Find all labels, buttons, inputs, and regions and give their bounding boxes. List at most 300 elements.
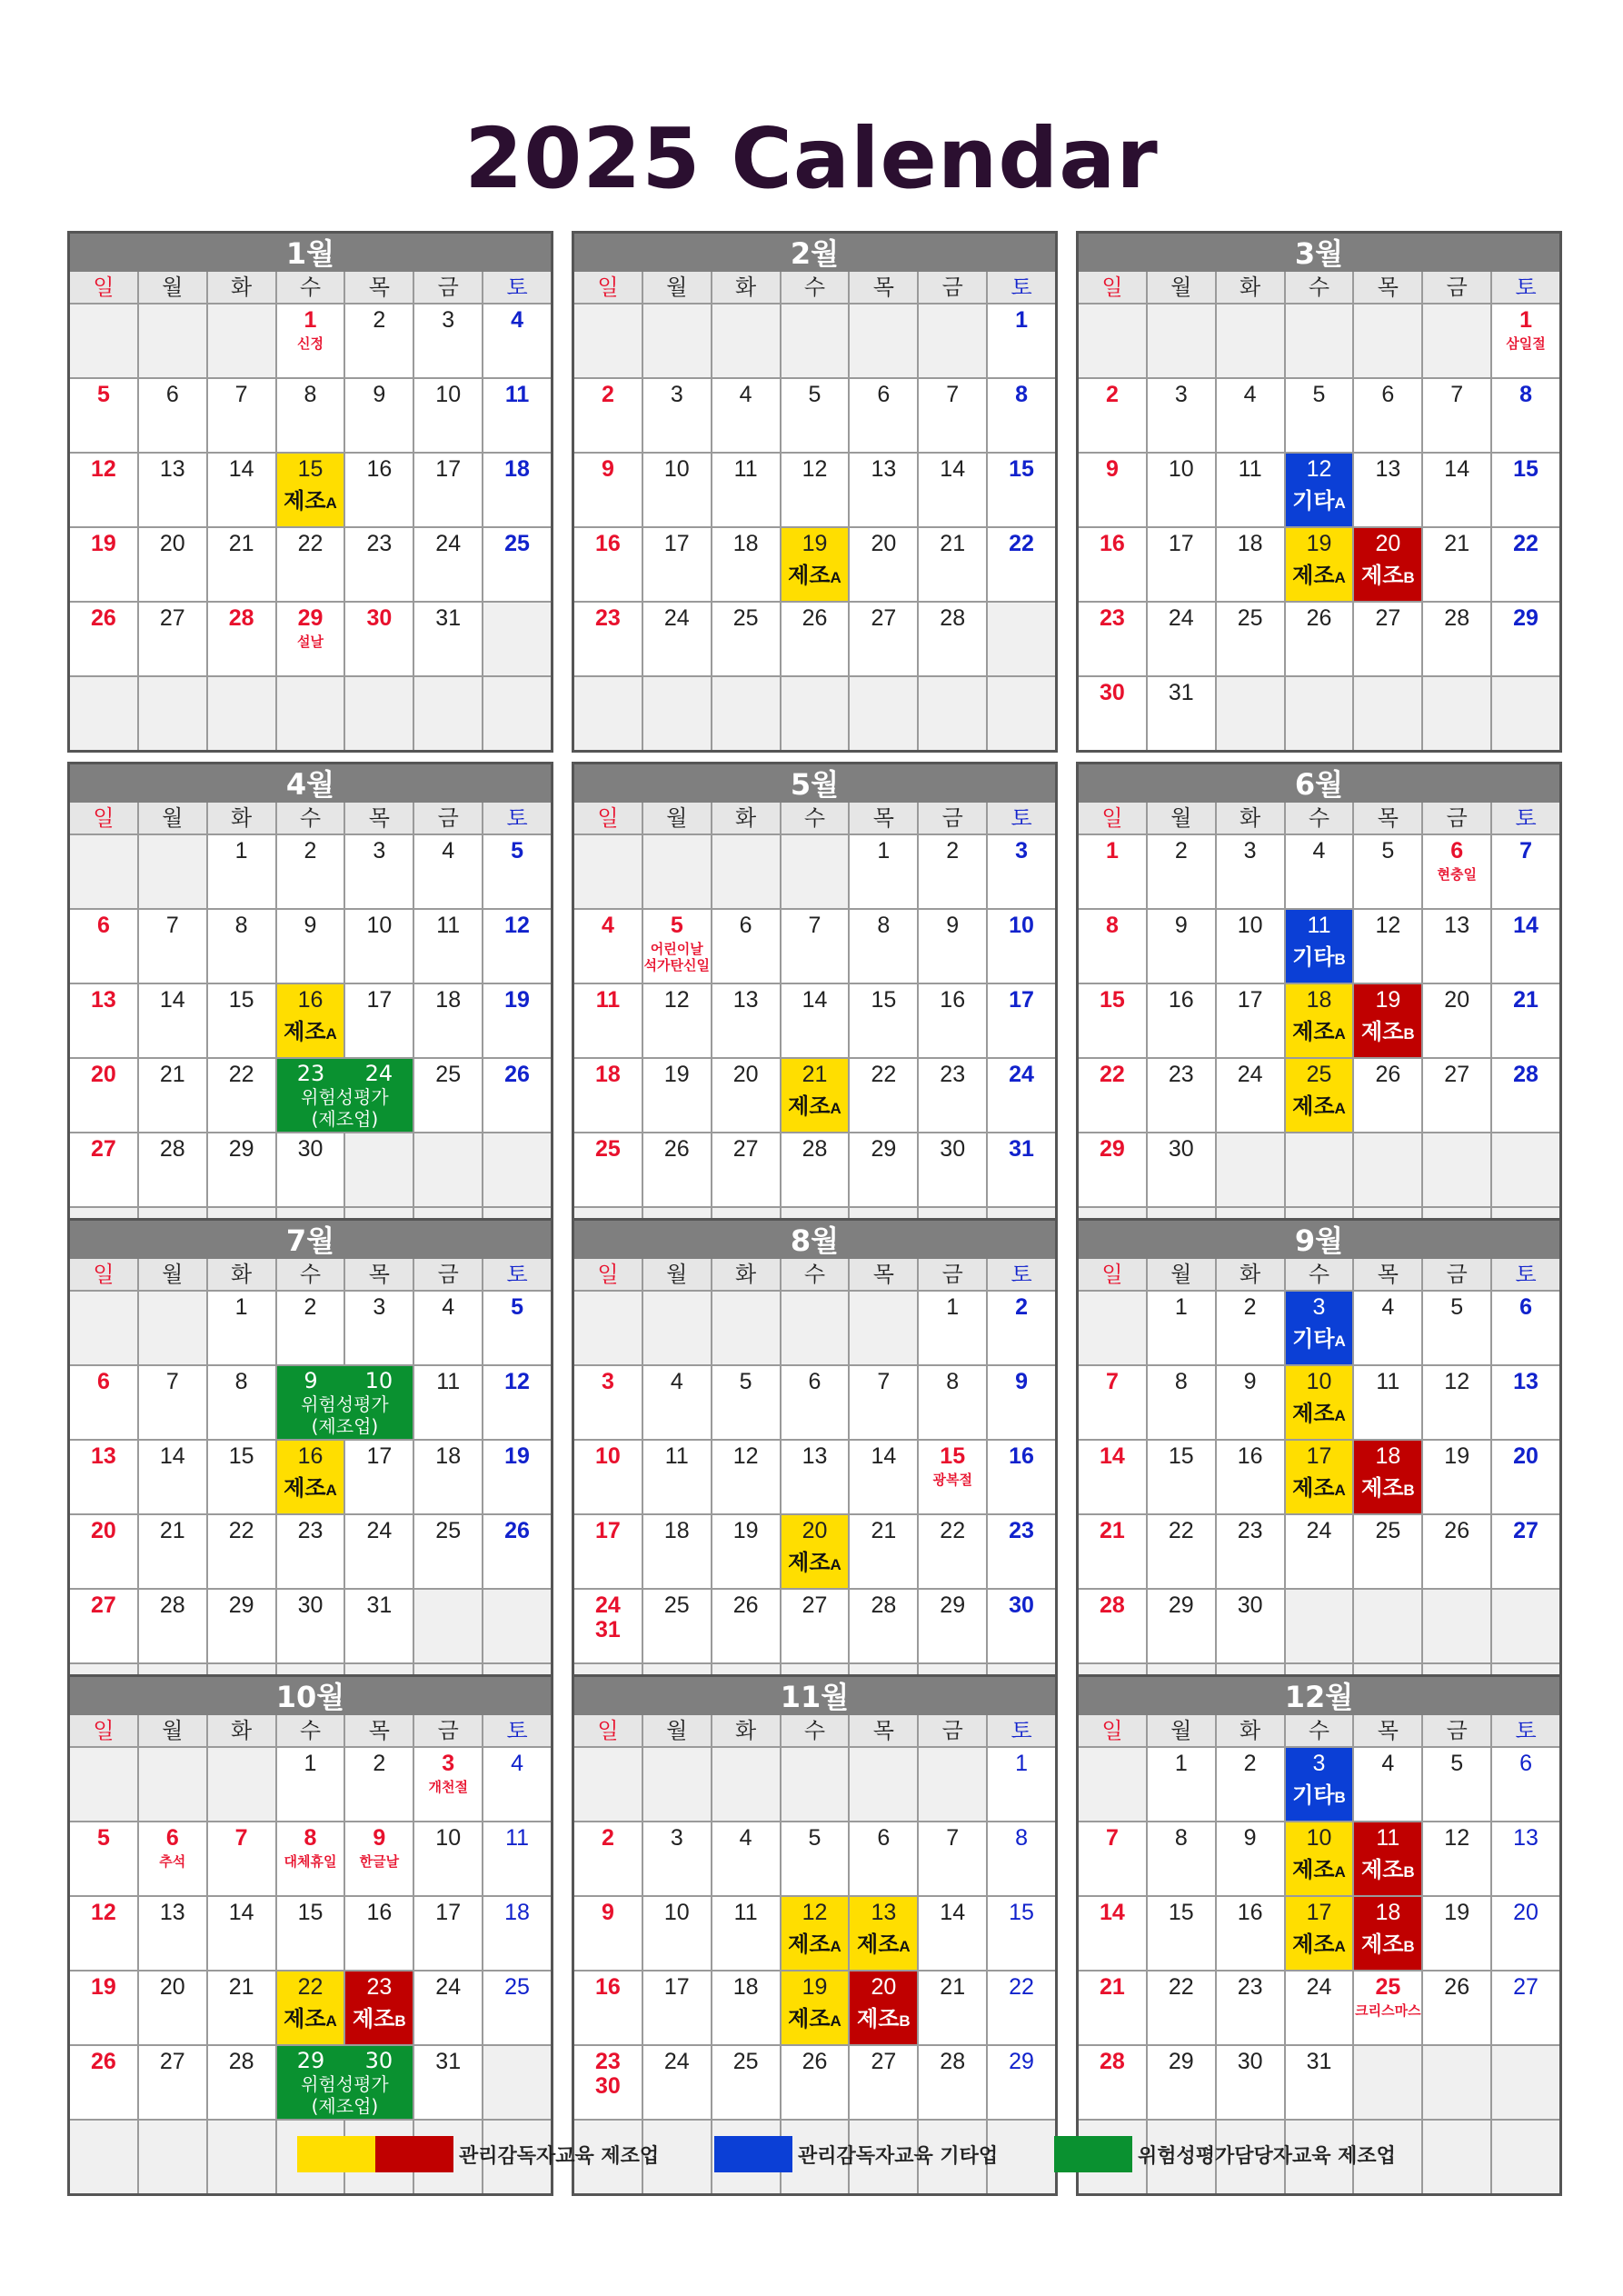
day-cell[interactable] (919, 835, 986, 908)
day-cell[interactable] (850, 1515, 917, 1588)
day-cell[interactable] (850, 1133, 917, 1206)
day-cell[interactable] (1354, 1897, 1421, 1970)
day-cell[interactable] (1354, 1822, 1421, 1895)
day-cell[interactable] (1079, 1972, 1146, 2044)
day-cell[interactable] (483, 454, 551, 526)
day-cell[interactable] (643, 984, 711, 1057)
day-cell[interactable] (1492, 379, 1559, 452)
day-cell[interactable] (1148, 1059, 1215, 1132)
day-cell[interactable] (919, 1822, 986, 1895)
day-cell[interactable] (919, 1590, 986, 1662)
day-cell[interactable] (414, 1059, 482, 1132)
day-cell[interactable] (782, 1441, 849, 1513)
day-cell[interactable] (1354, 910, 1421, 983)
day-cell[interactable] (277, 1748, 344, 1821)
day-cell[interactable] (483, 1897, 551, 1970)
day-cell[interactable] (782, 1133, 849, 1206)
day-cell[interactable] (1217, 379, 1284, 452)
day-cell[interactable] (1148, 1590, 1215, 1662)
day-cell[interactable] (574, 1515, 642, 1588)
day-cell[interactable] (70, 2046, 137, 2119)
day-cell[interactable] (919, 910, 986, 983)
day-cell[interactable] (574, 1822, 642, 1895)
day-cell[interactable] (139, 379, 206, 452)
day-cell[interactable] (1217, 1897, 1284, 1970)
day-cell[interactable] (70, 1972, 137, 2044)
day-cell[interactable] (1423, 984, 1490, 1057)
day-cell[interactable] (1079, 1897, 1146, 1970)
day-cell[interactable] (1423, 1292, 1490, 1364)
day-cell[interactable] (277, 1897, 344, 1970)
day-cell[interactable] (208, 1059, 275, 1132)
day-cell[interactable] (1286, 1822, 1353, 1895)
day-cell[interactable] (574, 1590, 642, 1662)
day-cell[interactable] (1217, 984, 1284, 1057)
day-cell[interactable] (919, 1133, 986, 1206)
day-cell[interactable] (1286, 1292, 1353, 1364)
day-cell[interactable] (850, 2046, 917, 2119)
day-cell[interactable] (988, 1059, 1055, 1132)
day-cell[interactable] (712, 984, 780, 1057)
day-cell[interactable] (1423, 528, 1490, 601)
day-cell[interactable] (782, 2046, 849, 2119)
day-cell[interactable] (277, 835, 344, 908)
day-cell[interactable] (919, 379, 986, 452)
day-cell[interactable] (574, 1897, 642, 1970)
day-cell[interactable] (208, 1441, 275, 1513)
day-cell[interactable] (1354, 1515, 1421, 1588)
day-cell[interactable] (139, 1366, 206, 1439)
day-cell[interactable] (1148, 1515, 1215, 1588)
day-cell[interactable] (1148, 1822, 1215, 1895)
day-cell[interactable] (712, 1972, 780, 2044)
day-cell[interactable] (1217, 1292, 1284, 1364)
day-cell[interactable] (208, 454, 275, 526)
day-cell[interactable] (1492, 1748, 1559, 1821)
day-cell[interactable] (1217, 1366, 1284, 1439)
day-cell[interactable] (70, 454, 137, 526)
day-cell[interactable] (1148, 1897, 1215, 1970)
day-cell[interactable] (139, 984, 206, 1057)
day-cell[interactable] (70, 1515, 137, 1588)
day-cell[interactable] (574, 454, 642, 526)
day-cell[interactable] (1286, 835, 1353, 908)
day-cell[interactable] (643, 379, 711, 452)
day-cell[interactable] (1148, 1366, 1215, 1439)
day-cell[interactable] (782, 1972, 849, 2044)
day-cell[interactable] (70, 528, 137, 601)
day-cell[interactable] (574, 1441, 642, 1513)
day-cell[interactable] (1217, 454, 1284, 526)
day-cell[interactable] (1492, 1822, 1559, 1895)
day-cell[interactable] (139, 1822, 206, 1895)
day-cell[interactable] (139, 454, 206, 526)
day-cell[interactable] (277, 910, 344, 983)
day-cell[interactable] (574, 1972, 642, 2044)
day-cell[interactable] (712, 2046, 780, 2119)
day-cell[interactable] (988, 1748, 1055, 1821)
day-cell[interactable] (1079, 2046, 1146, 2119)
day-cell[interactable] (988, 1897, 1055, 1970)
day-cell[interactable] (1492, 1292, 1559, 1364)
day-cell[interactable] (988, 1515, 1055, 1588)
day-cell[interactable] (70, 984, 137, 1057)
day-cell[interactable] (414, 528, 482, 601)
day-cell[interactable] (483, 1515, 551, 1588)
day-cell[interactable] (988, 984, 1055, 1057)
day-cell[interactable] (1423, 454, 1490, 526)
day-cell[interactable] (712, 1897, 780, 1970)
day-cell[interactable] (1423, 379, 1490, 452)
day-cell[interactable] (988, 1590, 1055, 1662)
day-cell[interactable] (1217, 1748, 1284, 1821)
day-cell[interactable] (139, 1059, 206, 1132)
day-cell[interactable] (345, 984, 413, 1057)
day-cell[interactable] (483, 1748, 551, 1821)
day-cell[interactable] (712, 1441, 780, 1513)
day-cell[interactable] (988, 379, 1055, 452)
day-cell[interactable] (277, 379, 344, 452)
day-cell[interactable] (919, 1972, 986, 2044)
day-cell[interactable] (414, 1292, 482, 1364)
day-cell[interactable] (1079, 379, 1146, 452)
day-cell[interactable] (1217, 1515, 1284, 1588)
day-cell[interactable] (988, 1133, 1055, 1206)
day-cell[interactable] (643, 1366, 711, 1439)
day-cell[interactable] (643, 1972, 711, 2044)
day-cell[interactable] (1492, 910, 1559, 983)
day-cell[interactable] (70, 1366, 137, 1439)
day-cell[interactable] (988, 1441, 1055, 1513)
day-cell[interactable] (1148, 1972, 1215, 2044)
day-cell[interactable] (483, 528, 551, 601)
day-cell[interactable] (1354, 1972, 1421, 2044)
day-cell[interactable] (574, 2046, 642, 2119)
day-cell[interactable] (70, 1059, 137, 1132)
day-cell[interactable] (277, 1133, 344, 1206)
day-cell[interactable] (483, 1972, 551, 2044)
day-cell[interactable] (782, 910, 849, 983)
day-cell[interactable] (712, 454, 780, 526)
day-cell[interactable] (345, 1897, 413, 1970)
day-cell[interactable] (414, 379, 482, 452)
day-cell[interactable] (988, 910, 1055, 983)
day-cell[interactable] (414, 603, 482, 675)
day-cell[interactable] (345, 454, 413, 526)
day-cell[interactable] (1217, 835, 1284, 908)
day-cell[interactable] (277, 1822, 344, 1895)
day-cell[interactable] (1286, 2046, 1353, 2119)
day-cell[interactable] (208, 910, 275, 983)
day-cell[interactable] (208, 1897, 275, 1970)
day-cell[interactable] (988, 1822, 1055, 1895)
day-cell[interactable] (782, 528, 849, 601)
day-cell[interactable] (139, 1897, 206, 1970)
day-cell[interactable] (277, 1441, 344, 1513)
day-cell[interactable] (850, 1897, 917, 1970)
day-cell[interactable] (1354, 528, 1421, 601)
day-cell[interactable] (574, 528, 642, 601)
day-cell[interactable] (1286, 603, 1353, 675)
day-cell[interactable] (139, 603, 206, 675)
day-cell[interactable] (1217, 1972, 1284, 2044)
day-cell[interactable] (1217, 2046, 1284, 2119)
day-cell[interactable] (483, 379, 551, 452)
day-cell[interactable] (712, 528, 780, 601)
day-cell[interactable] (1217, 1590, 1284, 1662)
day-cell[interactable] (1079, 528, 1146, 601)
day-cell[interactable] (1492, 1515, 1559, 1588)
day-cell[interactable] (1148, 603, 1215, 675)
day-cell[interactable] (208, 1590, 275, 1662)
day-cell[interactable] (414, 1822, 482, 1895)
day-cell[interactable] (1079, 984, 1146, 1057)
day-cell[interactable] (782, 454, 849, 526)
day-cell[interactable] (850, 984, 917, 1057)
day-cell[interactable] (1079, 835, 1146, 908)
day-cell[interactable] (208, 1366, 275, 1439)
day-cell[interactable] (1423, 835, 1490, 908)
day-cell[interactable] (1286, 528, 1353, 601)
day-cell[interactable] (345, 1590, 413, 1662)
day-cell[interactable] (1423, 1822, 1490, 1895)
day-cell[interactable] (1492, 835, 1559, 908)
day-cell[interactable] (139, 1133, 206, 1206)
day-cell[interactable] (345, 379, 413, 452)
day-cell[interactable] (919, 2046, 986, 2119)
day-cell[interactable] (345, 1748, 413, 1821)
day-cell[interactable] (919, 603, 986, 675)
day-cell[interactable] (643, 2046, 711, 2119)
day-cell[interactable] (1286, 1515, 1353, 1588)
day-cell[interactable] (574, 603, 642, 675)
day-cell[interactable] (1079, 1590, 1146, 1662)
day-cell[interactable] (139, 2046, 206, 2119)
day-cell[interactable] (574, 984, 642, 1057)
day-cell[interactable] (345, 1292, 413, 1364)
day-cell[interactable] (1079, 1133, 1146, 1206)
day-cell[interactable] (1354, 1748, 1421, 1821)
day-cell[interactable] (70, 603, 137, 675)
day-cell[interactable] (1286, 1366, 1353, 1439)
day-cell[interactable] (208, 835, 275, 908)
day-cell[interactable] (208, 379, 275, 452)
day-cell[interactable] (1217, 528, 1284, 601)
day-cell[interactable] (1286, 1059, 1353, 1132)
day-cell[interactable] (1148, 1748, 1215, 1821)
day-cell[interactable] (1354, 1292, 1421, 1364)
day-cell[interactable] (850, 1441, 917, 1513)
day-cell[interactable] (139, 1972, 206, 2044)
day-cell[interactable] (850, 528, 917, 601)
day-cell[interactable] (850, 1590, 917, 1662)
day-cell[interactable] (850, 1822, 917, 1895)
day-cell[interactable] (919, 454, 986, 526)
day-cell[interactable] (483, 910, 551, 983)
day-cell[interactable] (712, 603, 780, 675)
day-cell[interactable] (414, 454, 482, 526)
day-cell[interactable] (782, 984, 849, 1057)
day-cell[interactable] (574, 1133, 642, 1206)
day-cell[interactable] (277, 1366, 393, 1439)
day-cell[interactable] (414, 1897, 482, 1970)
day-cell[interactable] (988, 835, 1055, 908)
day-cell[interactable] (712, 1515, 780, 1588)
day-cell[interactable] (1148, 2046, 1215, 2119)
day-cell[interactable] (850, 379, 917, 452)
day-cell[interactable] (988, 454, 1055, 526)
day-cell[interactable] (988, 2046, 1055, 2119)
day-cell[interactable] (919, 984, 986, 1057)
day-cell[interactable] (643, 1059, 711, 1132)
day-cell[interactable] (277, 2046, 393, 2119)
day-cell[interactable] (70, 379, 137, 452)
day-cell[interactable] (277, 528, 344, 601)
day-cell[interactable] (277, 1292, 344, 1364)
day-cell[interactable] (643, 910, 711, 983)
day-cell[interactable] (574, 379, 642, 452)
day-cell[interactable] (1286, 1748, 1353, 1821)
day-cell[interactable] (850, 1059, 917, 1132)
day-cell[interactable] (1148, 1441, 1215, 1513)
day-cell[interactable] (139, 910, 206, 983)
day-cell[interactable] (1286, 1897, 1353, 1970)
day-cell[interactable] (782, 1822, 849, 1895)
day-cell[interactable] (345, 1972, 413, 2044)
day-cell[interactable] (277, 1972, 344, 2044)
day-cell[interactable] (919, 1366, 986, 1439)
day-cell[interactable] (277, 1515, 344, 1588)
day-cell[interactable] (208, 1822, 275, 1895)
day-cell[interactable] (414, 984, 482, 1057)
risk-assessment-span[interactable] (277, 2046, 413, 2119)
day-cell[interactable] (277, 1059, 393, 1132)
day-cell[interactable] (782, 1366, 849, 1439)
day-cell[interactable] (1286, 984, 1353, 1057)
day-cell[interactable] (1217, 1822, 1284, 1895)
risk-assessment-span[interactable] (277, 1059, 413, 1132)
day-cell[interactable] (1148, 835, 1215, 908)
day-cell[interactable] (345, 910, 413, 983)
day-cell[interactable] (1354, 454, 1421, 526)
day-cell[interactable] (643, 454, 711, 526)
day-cell[interactable] (988, 304, 1055, 377)
day-cell[interactable] (850, 454, 917, 526)
day-cell[interactable] (574, 910, 642, 983)
day-cell[interactable] (208, 1972, 275, 2044)
day-cell[interactable] (782, 603, 849, 675)
day-cell[interactable] (70, 1590, 137, 1662)
day-cell[interactable] (483, 1366, 551, 1439)
day-cell[interactable] (483, 984, 551, 1057)
day-cell[interactable] (919, 1515, 986, 1588)
day-cell[interactable] (483, 1822, 551, 1895)
day-cell[interactable] (574, 1366, 642, 1439)
day-cell[interactable] (988, 528, 1055, 601)
day-cell[interactable] (574, 1059, 642, 1132)
day-cell[interactable] (712, 1059, 780, 1132)
day-cell[interactable] (1217, 603, 1284, 675)
day-cell[interactable] (414, 835, 482, 908)
day-cell[interactable] (1423, 1366, 1490, 1439)
day-cell[interactable] (1354, 379, 1421, 452)
day-cell[interactable] (1148, 677, 1215, 750)
day-cell[interactable] (643, 528, 711, 601)
day-cell[interactable] (345, 304, 413, 377)
day-cell[interactable] (345, 603, 413, 675)
day-cell[interactable] (277, 304, 344, 377)
day-cell[interactable] (483, 304, 551, 377)
day-cell[interactable] (345, 528, 413, 601)
day-cell[interactable] (1217, 1441, 1284, 1513)
day-cell[interactable] (208, 2046, 275, 2119)
day-cell[interactable] (1423, 603, 1490, 675)
day-cell[interactable] (139, 528, 206, 601)
day-cell[interactable] (1423, 1897, 1490, 1970)
day-cell[interactable] (1079, 1822, 1146, 1895)
day-cell[interactable] (1423, 1515, 1490, 1588)
day-cell[interactable] (1492, 984, 1559, 1057)
day-cell[interactable] (1354, 1441, 1421, 1513)
day-cell[interactable] (483, 1059, 551, 1132)
day-cell[interactable] (1217, 1059, 1284, 1132)
day-cell[interactable] (643, 1515, 711, 1588)
day-cell[interactable] (1492, 603, 1559, 675)
day-cell[interactable] (1079, 603, 1146, 675)
day-cell[interactable] (208, 1292, 275, 1364)
day-cell[interactable] (712, 1366, 780, 1439)
day-cell[interactable] (414, 1441, 482, 1513)
day-cell[interactable] (643, 1133, 711, 1206)
day-cell[interactable] (1423, 1441, 1490, 1513)
day-cell[interactable] (139, 1590, 206, 1662)
day-cell[interactable] (1492, 1897, 1559, 1970)
day-cell[interactable] (1492, 454, 1559, 526)
day-cell[interactable] (919, 1292, 986, 1364)
day-cell[interactable] (1354, 1366, 1421, 1439)
day-cell[interactable] (1492, 1441, 1559, 1513)
day-cell[interactable] (782, 1059, 849, 1132)
day-cell[interactable] (1286, 910, 1353, 983)
day-cell[interactable] (712, 1133, 780, 1206)
day-cell[interactable] (70, 1133, 137, 1206)
day-cell[interactable] (1354, 984, 1421, 1057)
day-cell[interactable] (414, 1366, 482, 1439)
day-cell[interactable] (782, 1897, 849, 1970)
day-cell[interactable] (1286, 379, 1353, 452)
day-cell[interactable] (1492, 304, 1559, 377)
day-cell[interactable] (208, 1133, 275, 1206)
day-cell[interactable] (1079, 1059, 1146, 1132)
day-cell[interactable] (1148, 528, 1215, 601)
day-cell[interactable] (208, 984, 275, 1057)
day-cell[interactable] (643, 603, 711, 675)
day-cell[interactable] (782, 379, 849, 452)
day-cell[interactable] (1286, 1972, 1353, 2044)
day-cell[interactable] (643, 1822, 711, 1895)
day-cell[interactable] (643, 1441, 711, 1513)
day-cell[interactable] (850, 835, 917, 908)
day-cell[interactable] (1354, 835, 1421, 908)
day-cell[interactable] (919, 528, 986, 601)
day-cell[interactable] (712, 379, 780, 452)
day-cell[interactable] (70, 1897, 137, 1970)
day-cell[interactable] (1079, 677, 1146, 750)
day-cell[interactable] (208, 603, 275, 675)
day-cell[interactable] (712, 910, 780, 983)
day-cell[interactable] (850, 603, 917, 675)
day-cell[interactable] (483, 1292, 551, 1364)
